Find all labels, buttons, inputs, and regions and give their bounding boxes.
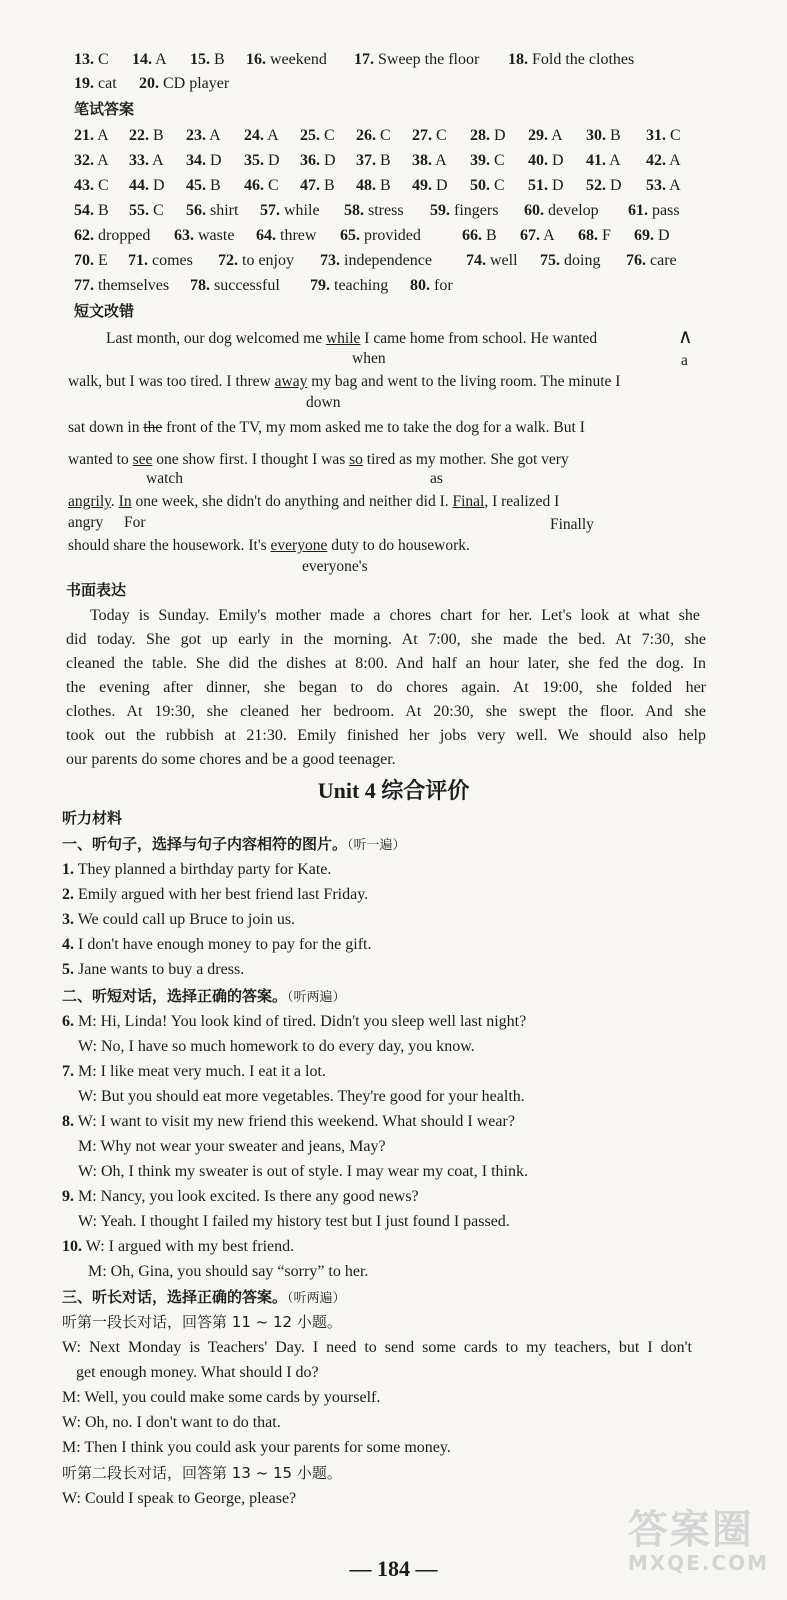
dialogue-line: get enough money. What should I do? [76,1364,319,1381]
answer-item: 18. Fold the clothes [508,51,635,68]
answer-item: 44. D [129,177,165,194]
correction-word: watch [146,470,184,487]
correction-text: duty to do housework. [327,537,470,554]
dialogue-line: W: But you should eat more vegetables. They're good for your health. [78,1088,525,1105]
writing-line: our parents do some chores and be a good teenager. [66,751,396,768]
answer-item: 62. dropped [74,227,151,244]
writing-line: cleaned the table. She did the dishes at 8:00. And half an hour later, she fed the dog. In [66,655,706,672]
answer-item: 47. B [300,177,335,194]
answer-item: 19. cat [74,75,117,92]
section-title-text: 一、听句子，选择与句子内容相符的图片。 [62,835,348,853]
answer-item: 46. C [244,177,279,194]
answer-item: 66. B [462,227,497,244]
error-word: see [132,451,153,468]
dialogue-line: M: Why not wear your sweater and jeans, May? [78,1138,386,1155]
correction-line-4 [68,450,569,470]
correction-line-2 [68,372,620,392]
answer-item: 13. C [74,51,109,68]
insert-caret: ∧ [678,326,693,348]
answer-item: 45. B [186,177,221,194]
answer-item: 14. A [132,51,167,68]
section-note: （听两遍） [287,1291,346,1306]
sub-instruction: 听第二段长对话，回答第 13 ~ 15 小题。 [62,1464,342,1482]
answer-item: 61. pass [628,202,680,219]
correction-text: front of the TV, my mom asked me to take the dog for a walk. But I [162,419,585,436]
answer-item: 38. A [412,152,447,169]
answer-item: 80. for [410,277,453,294]
answer-item: 60. develop [524,202,599,219]
error-word: In [118,493,132,510]
answer-item: 71. comes [128,252,193,269]
answer-item: 56. shirt [186,202,239,219]
answer-item: 15. B [190,51,225,68]
correction-word: Finally [550,516,594,533]
answer-item: 34. D [186,152,222,169]
dialogue-line: 7. M: I like meat very much. I eat it a lot. [62,1063,326,1080]
dialogue-line: W: No, I have so much homework to do every day, you know. [78,1038,475,1055]
correction-text: sat down in [68,419,144,436]
section-title-text: 三、听长对话，选择正确的答案。 [62,1288,288,1306]
answer-item: 24. A [244,127,279,144]
answer-item: 59. fingers [430,202,499,219]
dialogue-line: W: Oh, no. I don't want to do that. [62,1414,281,1431]
answer-item: 42. A [646,152,681,169]
listening-item: 5. Jane wants to buy a dress. [62,961,245,978]
watermark-logo [628,1508,769,1574]
answer-item: 74. well [466,252,518,269]
sub-instruction: 听第一段长对话，回答第 11 ~ 12 小题。 [62,1313,342,1331]
correction-text: one show first. I thought I was [152,451,350,468]
answer-item: 75. doing [540,252,601,269]
dialogue-line: W: Oh, I think my sweater is out of style. I may wear my coat, I think. [78,1163,528,1180]
answer-item: 55. C [129,202,164,219]
section-note: （听一遍） [347,838,406,853]
correction-word: everyone's [302,558,368,575]
answer-item: 39. C [470,152,505,169]
answer-item: 32. A [74,152,109,169]
answer-item: 48. B [356,177,391,194]
written-answers-heading: 笔试答案 [74,100,135,118]
writing-line: Today is Sunday. Emily's mother made a chores chart for her. Let's look at what she [90,607,700,624]
correction-text: Last month, our dog welcomed me [106,330,326,347]
answer-item: 41. A [586,152,621,169]
answer-item: 33. A [129,152,164,169]
unit-title-cn: 综合评价 [381,779,470,804]
answer-item: 25. C [300,127,335,144]
answer-item: 27. C [412,127,447,144]
correction-text: I came home from school. He wanted [360,330,598,347]
dialogue-line: 9. M: Nancy, you look excited. Is there any good news? [62,1188,419,1205]
error-word: while [325,330,361,347]
answer-item: 52. D [586,177,622,194]
correction-text: walk, but I was too tired. I threw [68,373,275,390]
correction-line-6 [68,536,470,556]
dialogue-line: W: Next Monday is Teachers' Day. I need to send some cards to my teachers, but I don't [62,1339,692,1356]
answer-item: 57. while [260,202,320,219]
answer-item: 53. A [646,177,681,194]
dialogue-line: M: Then I think you could ask your parents for some money. [62,1439,451,1456]
answer-item: 78. successful [190,277,280,294]
correction-text: . [110,493,119,510]
error-word: Final [452,493,485,510]
answer-item: 63. waste [174,227,235,244]
answer-item: 43. C [74,177,109,194]
error-word: away [274,373,308,390]
answer-item: 37. B [356,152,391,169]
error-word: so [349,451,363,468]
correction-word: a [681,352,688,369]
writing-line: did today. She got up early in the morning. At 7:00, she made the bed. At 7:30, she [66,631,706,648]
answer-item: 79. teaching [310,277,389,294]
answer-item: 65. provided [340,227,421,244]
answer-item: 16. weekend [246,51,327,68]
answer-item: 36. D [300,152,336,169]
correction-heading: 短文改错 [74,302,135,320]
dialogue-line: W: Yeah. I thought I failed my history test but I just found I passed. [78,1213,510,1230]
correction-line-3 [68,418,585,438]
correction-text: should share the housework. It's [68,537,271,554]
listening-item: 4. I don't have enough money to pay for the gift. [62,936,372,953]
answer-item: 58. stress [344,202,404,219]
writing-heading: 书面表达 [66,581,127,599]
correction-text: my bag and went to the living room. The minute I [307,373,621,390]
error-word: everyone [270,537,328,554]
answer-item: 69. D [634,227,670,244]
answer-item: 73. independence [320,252,432,269]
answer-item: 20. CD player [139,75,230,92]
section-1-title [62,834,406,856]
answer-item: 26. C [356,127,391,144]
deleted-word: the [143,419,163,436]
answer-item: 64. threw [256,227,317,244]
dialogue-line: 10. W: I argued with my best friend. [62,1238,295,1255]
answer-item: 76. care [626,252,677,269]
answer-item: 21. A [74,127,109,144]
answer-item: 50. C [470,177,505,194]
correction-word: when [352,350,386,367]
section-3-title [62,1287,346,1309]
writing-line: took out the rubbish at 21:30. Emily finished her jobs very well. We should also help [66,727,706,744]
listening-item: 1. They planned a birthday party for Kate. [62,861,332,878]
answer-item: 72. to enjoy [218,252,294,269]
answer-item: 29. A [528,127,563,144]
answer-item: 54. B [74,202,109,219]
correction-text: tired as my mother. She got very [362,451,569,468]
answer-item: 17. Sweep the floor [354,51,480,68]
writing-line: clothes. At 19:30, she cleaned her bedroom. At 20:30, she swept the floor. And she [66,703,706,720]
answer-item: 70. E [74,252,108,269]
dialogue-line: M: Well, you could make some cards by yourself. [62,1389,381,1406]
correction-text: wanted to [68,451,133,468]
answer-item: 31. C [646,127,681,144]
answer-item: 40. D [528,152,564,169]
correction-line-5 [68,492,559,512]
answer-item: 23. A [186,127,221,144]
correction-text: one week, she didn't do anything and neither did I. [131,493,453,510]
section-2-title [62,986,346,1008]
answer-item: 67. A [520,227,555,244]
page-number: — 184 — [349,1556,438,1581]
dialogue-line: W: Could I speak to George, please? [62,1490,297,1507]
answer-item: 30. B [586,127,621,144]
correction-word: For [124,514,146,531]
correction-word: angry [68,514,104,531]
answer-item: 51. D [528,177,564,194]
answer-item: 68. F [578,227,611,244]
error-word: angrily [68,493,111,510]
answer-item: 22. B [129,127,164,144]
answer-item: 35. D [244,152,280,169]
listening-item: 3. We could call up Bruce to join us. [62,911,296,928]
answer-item: 28. D [470,127,506,144]
correction-word: as [430,470,443,487]
listening-item: 2. Emily argued with her best friend last Friday. [62,886,369,903]
section-title-text: 二、听短对话，选择正确的答案。 [62,987,288,1005]
unit-title [0,778,787,805]
section-note: （听两遍） [287,990,346,1005]
writing-line: the evening after dinner, she began to do chores again. At 19:00, she folded her [66,679,706,696]
answer-item: 77. themselves [74,277,170,294]
answer-item: 49. D [412,177,448,194]
watermark-text: 答案圈 MXQE.COM [627,1507,769,1575]
listening-heading: 听力材料 [62,809,123,827]
unit-title-en: Unit 4 [317,778,382,803]
correction-line-1 [106,329,597,349]
correction-word: down [306,394,341,411]
dialogue-line: 6. M: Hi, Linda! You look kind of tired. Didn't you sleep well last night? [62,1013,527,1030]
dialogue-line: M: Oh, Gina, you should say “sorry” to her. [88,1263,369,1280]
correction-text: , I realized I [484,493,560,510]
dialogue-line: 8. W: I want to visit my new friend this weekend. What should I wear? [62,1113,515,1130]
